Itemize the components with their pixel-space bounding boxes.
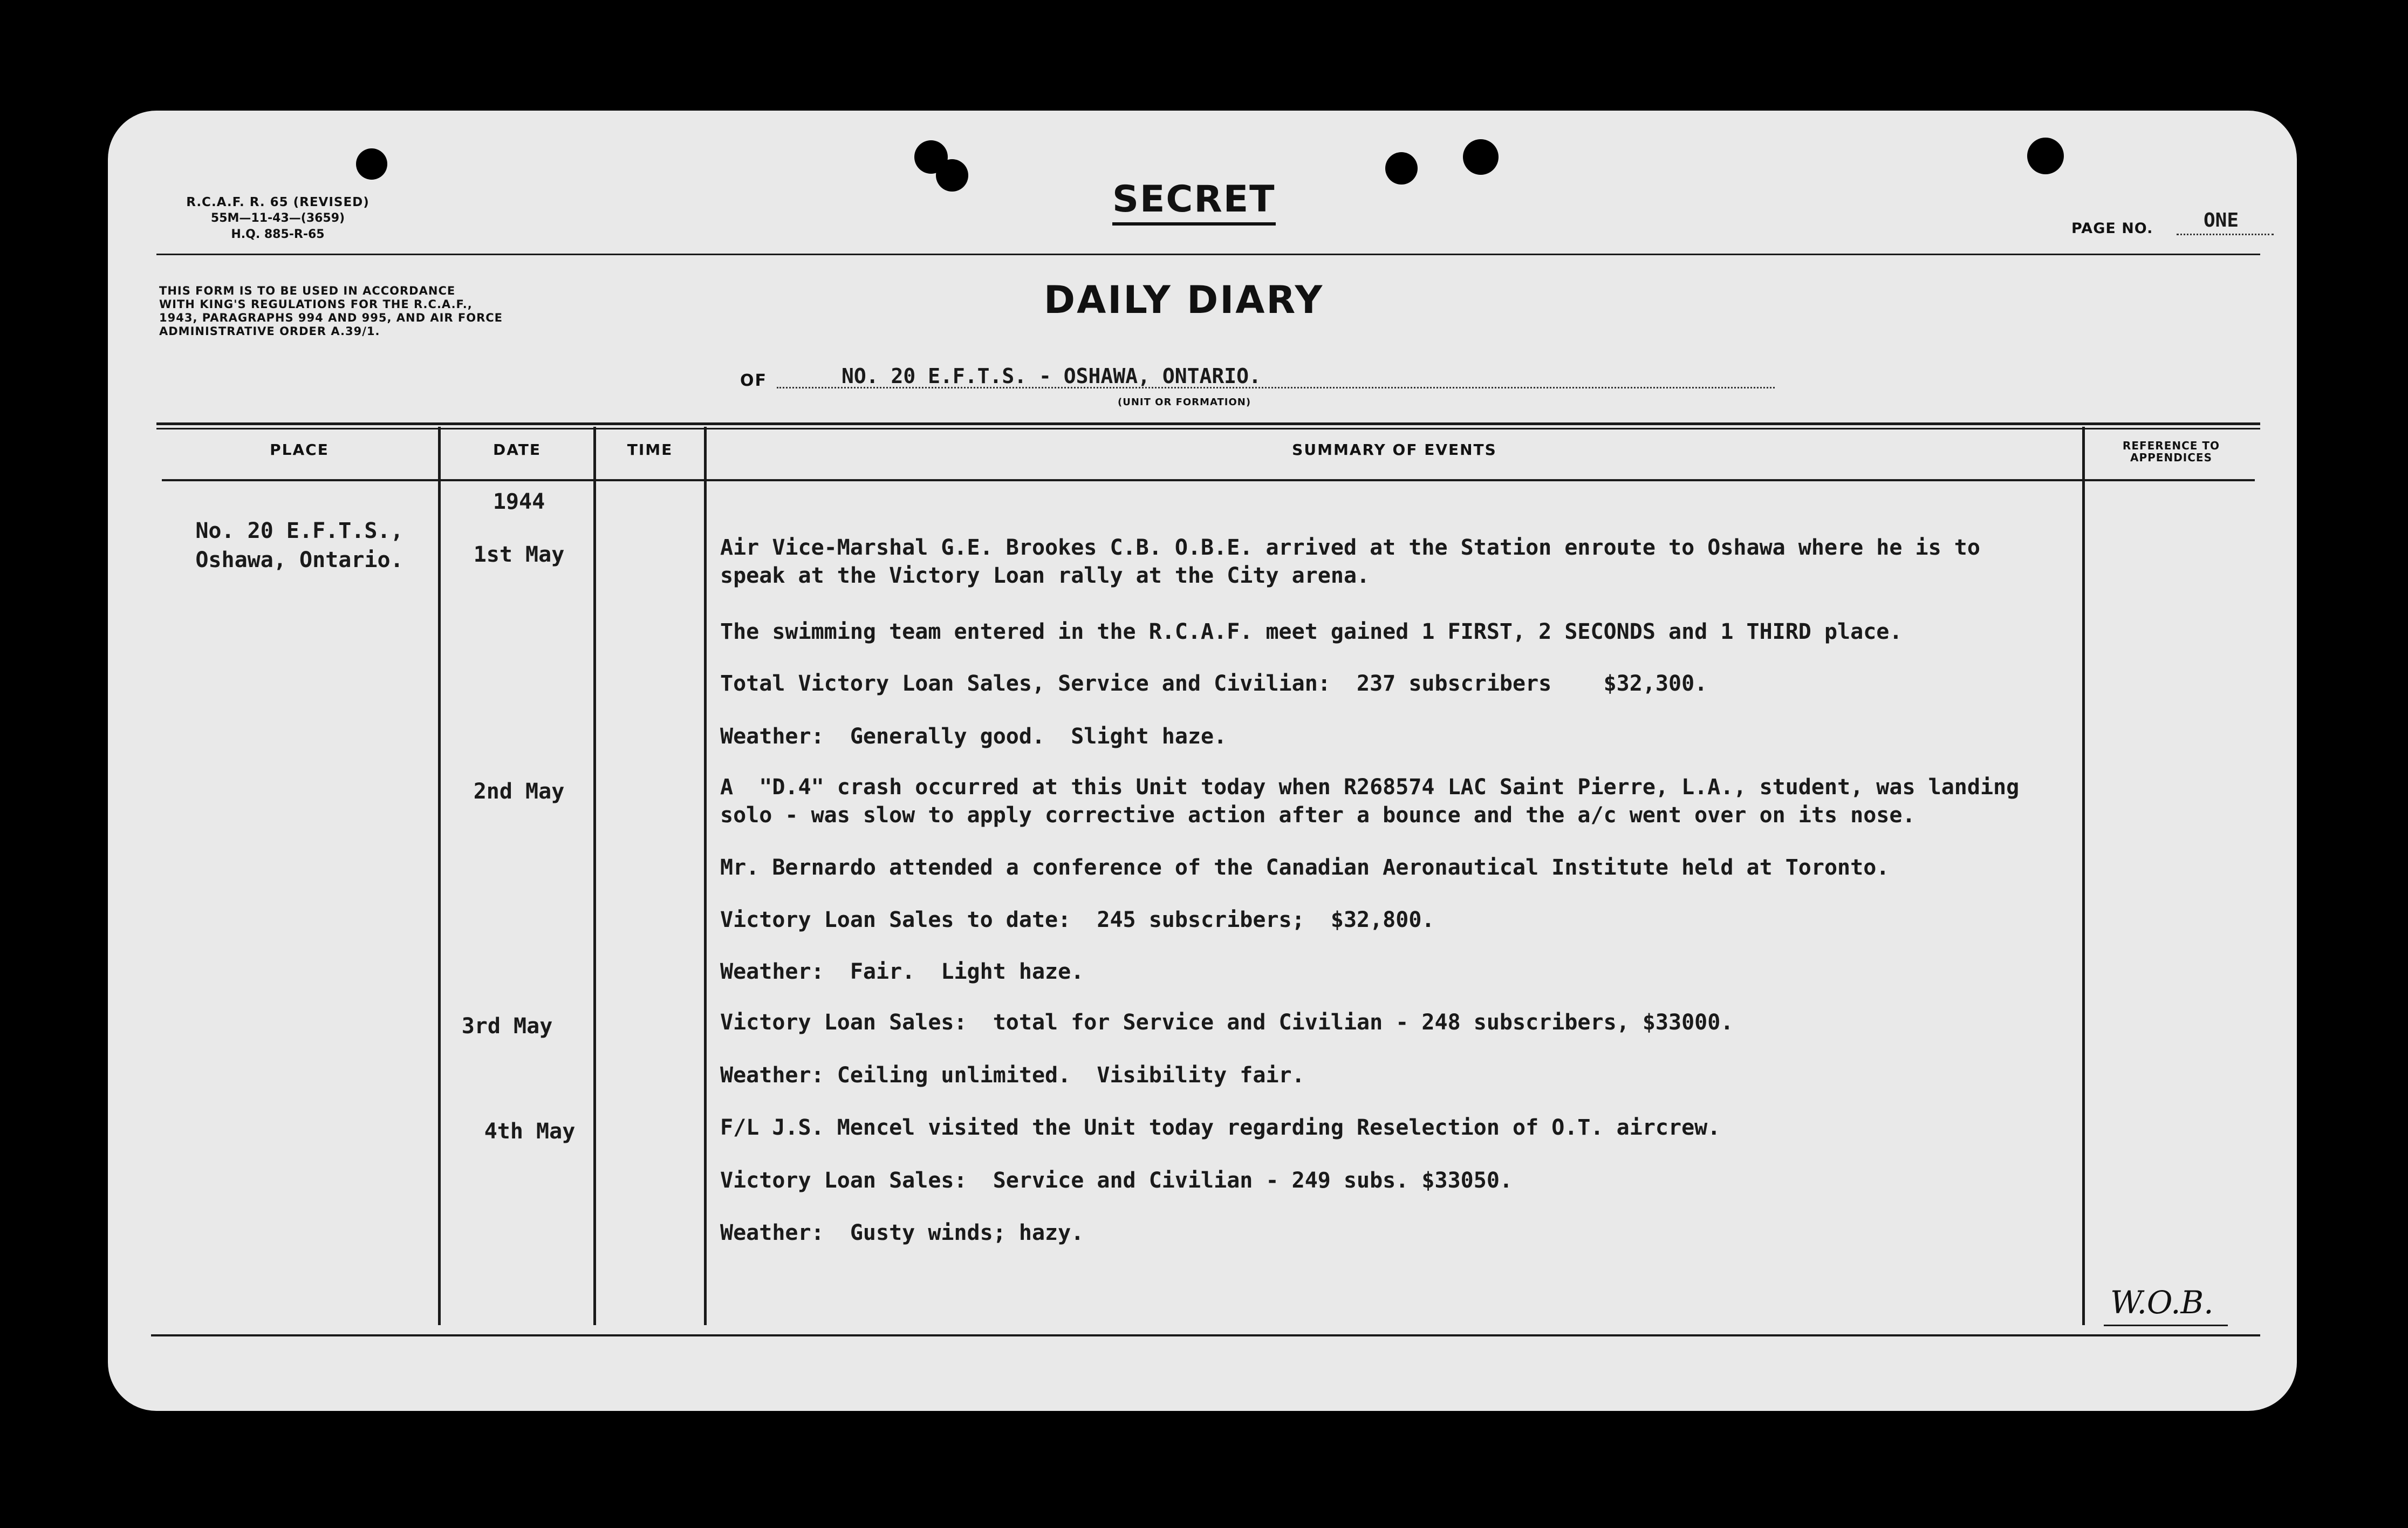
column-header-summary: SUMMARY OF EVENTS xyxy=(1292,441,1497,459)
column-divider xyxy=(704,427,707,1325)
summary-entry: Weather: Fair. Light haze. xyxy=(720,959,1084,984)
column-header-reference: REFERENCE TO APPENDICES xyxy=(2122,439,2220,464)
summary-entry: Mr. Bernardo attended a conference of the Canadian Aeronautical Institute held at Toronto. xyxy=(720,855,1890,880)
summary-entry: Weather: Generally good. Slight haze. xyxy=(720,724,1227,749)
date-cell: 1st May xyxy=(473,542,565,567)
summary-entry: F/L J.S. Mencel visited the Unit today regarding Reselection of O.T. aircrew. xyxy=(720,1115,1721,1140)
summary-entry: Air Vice-Marshal G.E. Brookes C.B. O.B.E. arrived at the Station enroute to Oshawa where he is to speak at the Victory Loan rally at the City arena. xyxy=(720,535,1980,588)
form-instructions: THIS FORM IS TO BE USED IN ACCORDANCE WITH KING'S REGULATIONS FOR THE R.C.A.F., 1943, PARAGRAPHS 994 AND 995, AND AIR FORCE ADMINISTRATIVE ORDER A.39/1. xyxy=(159,284,503,338)
table-top-rule xyxy=(156,422,2260,425)
place-cell: No. 20 E.F.T.S., Oshawa, Ontario. xyxy=(195,519,403,572)
diary-sheet xyxy=(108,111,2297,1411)
date-cell: 3rd May xyxy=(461,1014,553,1039)
form-code: R.C.A.F. R. 65 (REVISED) xyxy=(186,195,370,209)
signature-initials: W.O.B. xyxy=(2110,1284,2214,1321)
column-header-rule xyxy=(162,479,2255,481)
of-label: OF xyxy=(740,371,767,390)
summary-entry: Weather: Ceiling unlimited. Visibility fair. xyxy=(720,1063,1305,1088)
column-header-date: DATE xyxy=(493,441,541,459)
unit-caption: (UNIT OR FORMATION) xyxy=(1118,397,1251,408)
page-number-label: PAGE NO. xyxy=(2071,220,2153,237)
classification-stamp: SECRET xyxy=(1112,178,1276,226)
unit-value: NO. 20 E.F.T.S. - OSHAWA, ONTARIO. xyxy=(842,364,1261,388)
date-cell: 2nd May xyxy=(473,779,565,804)
header-rule xyxy=(156,254,2260,255)
table-top-rule-2 xyxy=(156,428,2260,429)
page-title: DAILY DIARY xyxy=(1044,278,1324,322)
table-bottom-rule xyxy=(151,1334,2260,1336)
summary-entry: Victory Loan Sales: Service and Civilian - 249 subs. $33050. xyxy=(720,1168,1513,1193)
summary-entry: A "D.4" crash occurred at this Unit today when R268574 LAC Saint Pierre, L.A., student, was landing solo - was slow to apply corrective action after a bounce and the a/c went over on its nose. xyxy=(720,775,2020,828)
hq-code: H.Q. 885-R-65 xyxy=(231,228,325,241)
summary-entry: Victory Loan Sales to date: 245 subscribers; $32,800. xyxy=(720,908,1435,932)
signature-underline xyxy=(2104,1325,2228,1326)
summary-entry: Weather: Gusty winds; hazy. xyxy=(720,1220,1084,1245)
binder-hole xyxy=(2027,138,2064,174)
summary-entry: The swimming team entered in the R.C.A.F. meet gained 1 FIRST, 2 SECONDS and 1 THIRD place. xyxy=(720,619,1903,644)
binder-hole xyxy=(1463,139,1499,175)
form-code-block xyxy=(156,194,399,243)
summary-entry: Total Victory Loan Sales, Service and Civilian: 237 subscribers $32,300. xyxy=(720,671,1708,696)
date-cell: 4th May xyxy=(484,1119,576,1144)
page-number-line xyxy=(2177,234,2274,235)
binder-hole xyxy=(356,148,387,180)
binder-hole xyxy=(936,159,968,192)
year-cell: 1944 xyxy=(492,489,545,514)
column-header-time: TIME xyxy=(627,441,673,459)
binder-hole xyxy=(1385,152,1418,185)
print-code: 55M—11-43—(3659) xyxy=(210,212,345,225)
page-number-value: ONE xyxy=(2204,209,2239,231)
unit-line xyxy=(777,387,1775,388)
summary-entry: Victory Loan Sales: total for Service and Civilian - 248 subscribers, $33000. xyxy=(720,1010,1734,1035)
column-header-place: PLACE xyxy=(270,441,329,459)
